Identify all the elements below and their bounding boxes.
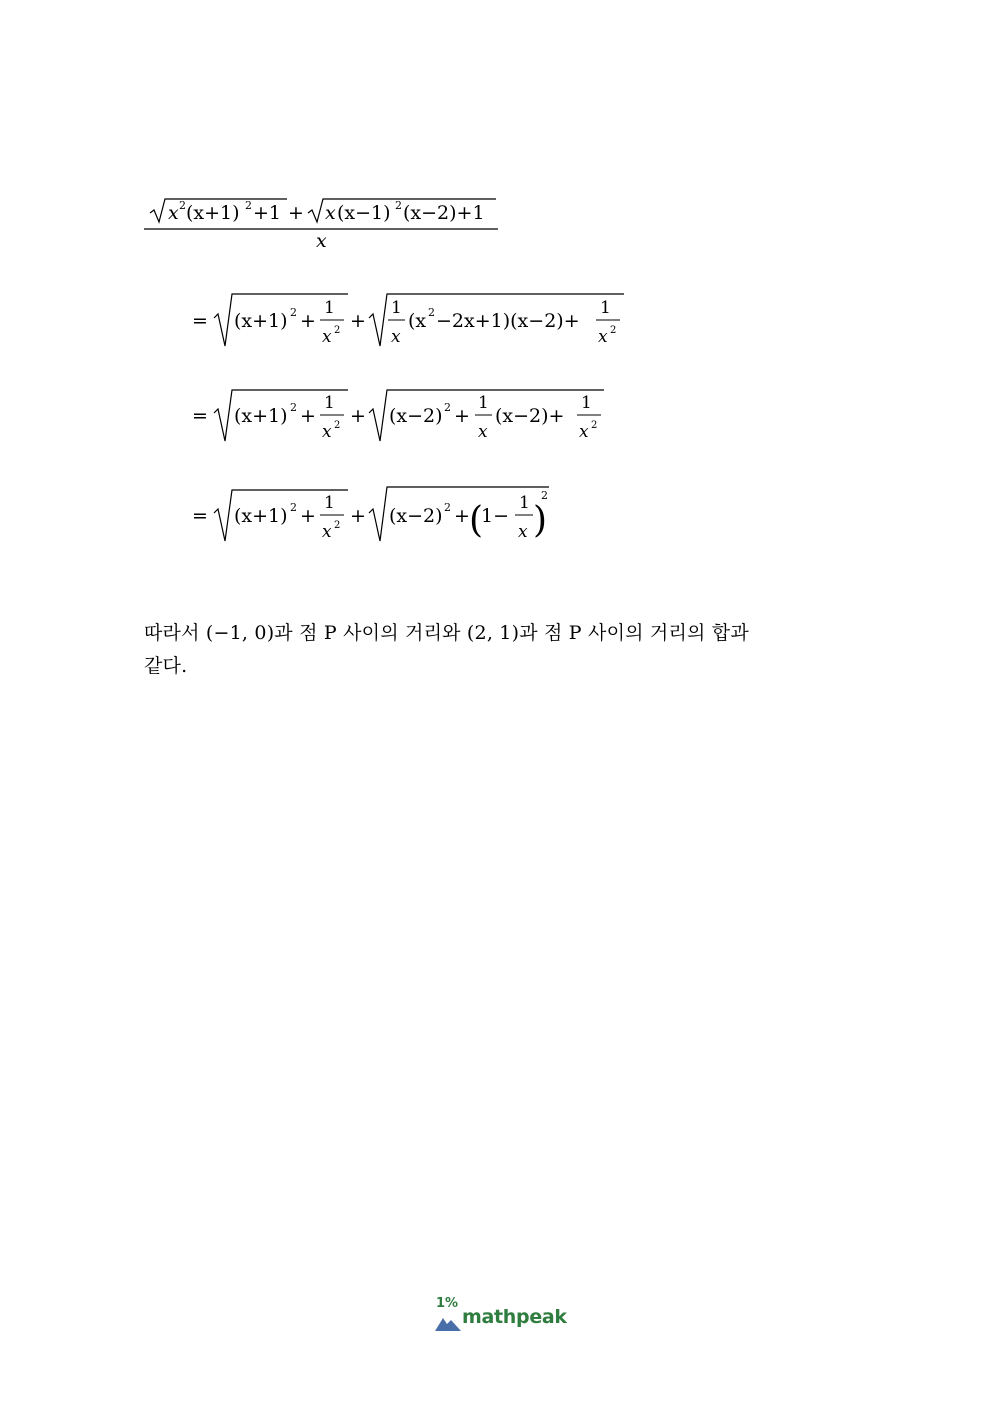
math-exponent: 2 <box>334 325 341 336</box>
math-term: (x+1) <box>234 405 288 427</box>
plus-sign: + <box>350 405 366 427</box>
math-exponent: 2 <box>444 401 451 414</box>
fraction-denominator: x <box>478 422 488 442</box>
math-term: 1− <box>481 505 510 527</box>
math-exponent: 2 <box>334 420 341 431</box>
conclusion-paragraph <box>144 617 824 683</box>
math-exponent: 2 <box>395 199 402 212</box>
conclusion-line-2: 같다. <box>144 655 188 677</box>
math-term: + <box>454 405 470 427</box>
fraction-denominator: x <box>322 522 332 542</box>
math-term: x <box>325 202 336 224</box>
math-exponent: 2 <box>179 199 186 212</box>
math-exponent: 2 <box>591 420 598 431</box>
big-paren-open: ( <box>469 500 484 541</box>
fraction-numerator: 1 <box>581 393 592 413</box>
fraction-numerator: 1 <box>324 493 335 513</box>
math-term: (x−2)+ <box>495 405 565 427</box>
math-term: +1 <box>253 202 282 224</box>
math-exponent: 2 <box>290 401 297 414</box>
lhs-fraction <box>144 199 498 252</box>
equation-step-1 <box>192 294 624 347</box>
logo-percent: 1% <box>436 1296 459 1311</box>
math-term: + <box>300 405 316 427</box>
math-exponent: 2 <box>610 325 617 336</box>
fraction-denominator: x <box>518 522 528 542</box>
fraction-numerator: 1 <box>600 298 611 318</box>
logo-wordmark: mathpeak <box>462 1306 567 1328</box>
math-term: (x−1) <box>337 202 391 224</box>
plus-sign: + <box>350 310 366 332</box>
math-exponent: 2 <box>290 306 297 319</box>
fraction-denominator: x <box>322 422 332 442</box>
plus-sign: + <box>350 505 366 527</box>
math-exponent: 2 <box>290 501 297 514</box>
fraction-denominator: x <box>391 327 401 347</box>
math-term: (x+1) <box>186 202 240 224</box>
math-term: (x+1) <box>234 310 288 332</box>
denominator: x <box>316 230 327 252</box>
fraction-denominator: x <box>598 327 608 347</box>
math-term: −2x+1)(x−2)+ <box>436 310 580 332</box>
math-exponent: 2 <box>428 306 435 319</box>
math-term: + <box>300 505 316 527</box>
fraction-denominator: x <box>579 422 589 442</box>
equals-sign: = <box>192 405 208 427</box>
math-term: (x−2)+1 <box>403 202 485 224</box>
math-term: + <box>454 505 470 527</box>
math-term: x <box>168 202 179 224</box>
plus-sign: + <box>288 202 304 224</box>
fraction-numerator: 1 <box>519 493 530 513</box>
equals-sign: = <box>192 310 208 332</box>
fraction-numerator: 1 <box>324 298 335 318</box>
big-paren-close: ) <box>533 500 548 541</box>
math-term: (x−2) <box>389 505 443 527</box>
math-exponent: 2 <box>245 199 252 212</box>
math-exponent: 2 <box>541 489 548 502</box>
fraction-denominator: x <box>322 327 332 347</box>
equation-block <box>0 0 992 580</box>
conclusion-line-1: 따라서 (−1, 0)과 점 P 사이의 거리와 (2, 1)과 점 P 사이의 거리의 합과 <box>144 622 749 644</box>
mountain-icon <box>434 1312 462 1332</box>
equation-step-2 <box>192 390 604 442</box>
fraction-numerator: 1 <box>391 298 402 318</box>
mathpeak-logo <box>434 1296 574 1336</box>
math-term: (x−2) <box>389 405 443 427</box>
equation-step-3 <box>192 487 549 542</box>
math-exponent: 2 <box>334 520 341 531</box>
math-term: (x+1) <box>234 505 288 527</box>
math-term: (x <box>408 310 427 332</box>
math-exponent: 2 <box>444 501 451 514</box>
equals-sign: = <box>192 505 208 527</box>
math-term: + <box>300 310 316 332</box>
fraction-numerator: 1 <box>324 393 335 413</box>
fraction-numerator: 1 <box>478 393 489 413</box>
